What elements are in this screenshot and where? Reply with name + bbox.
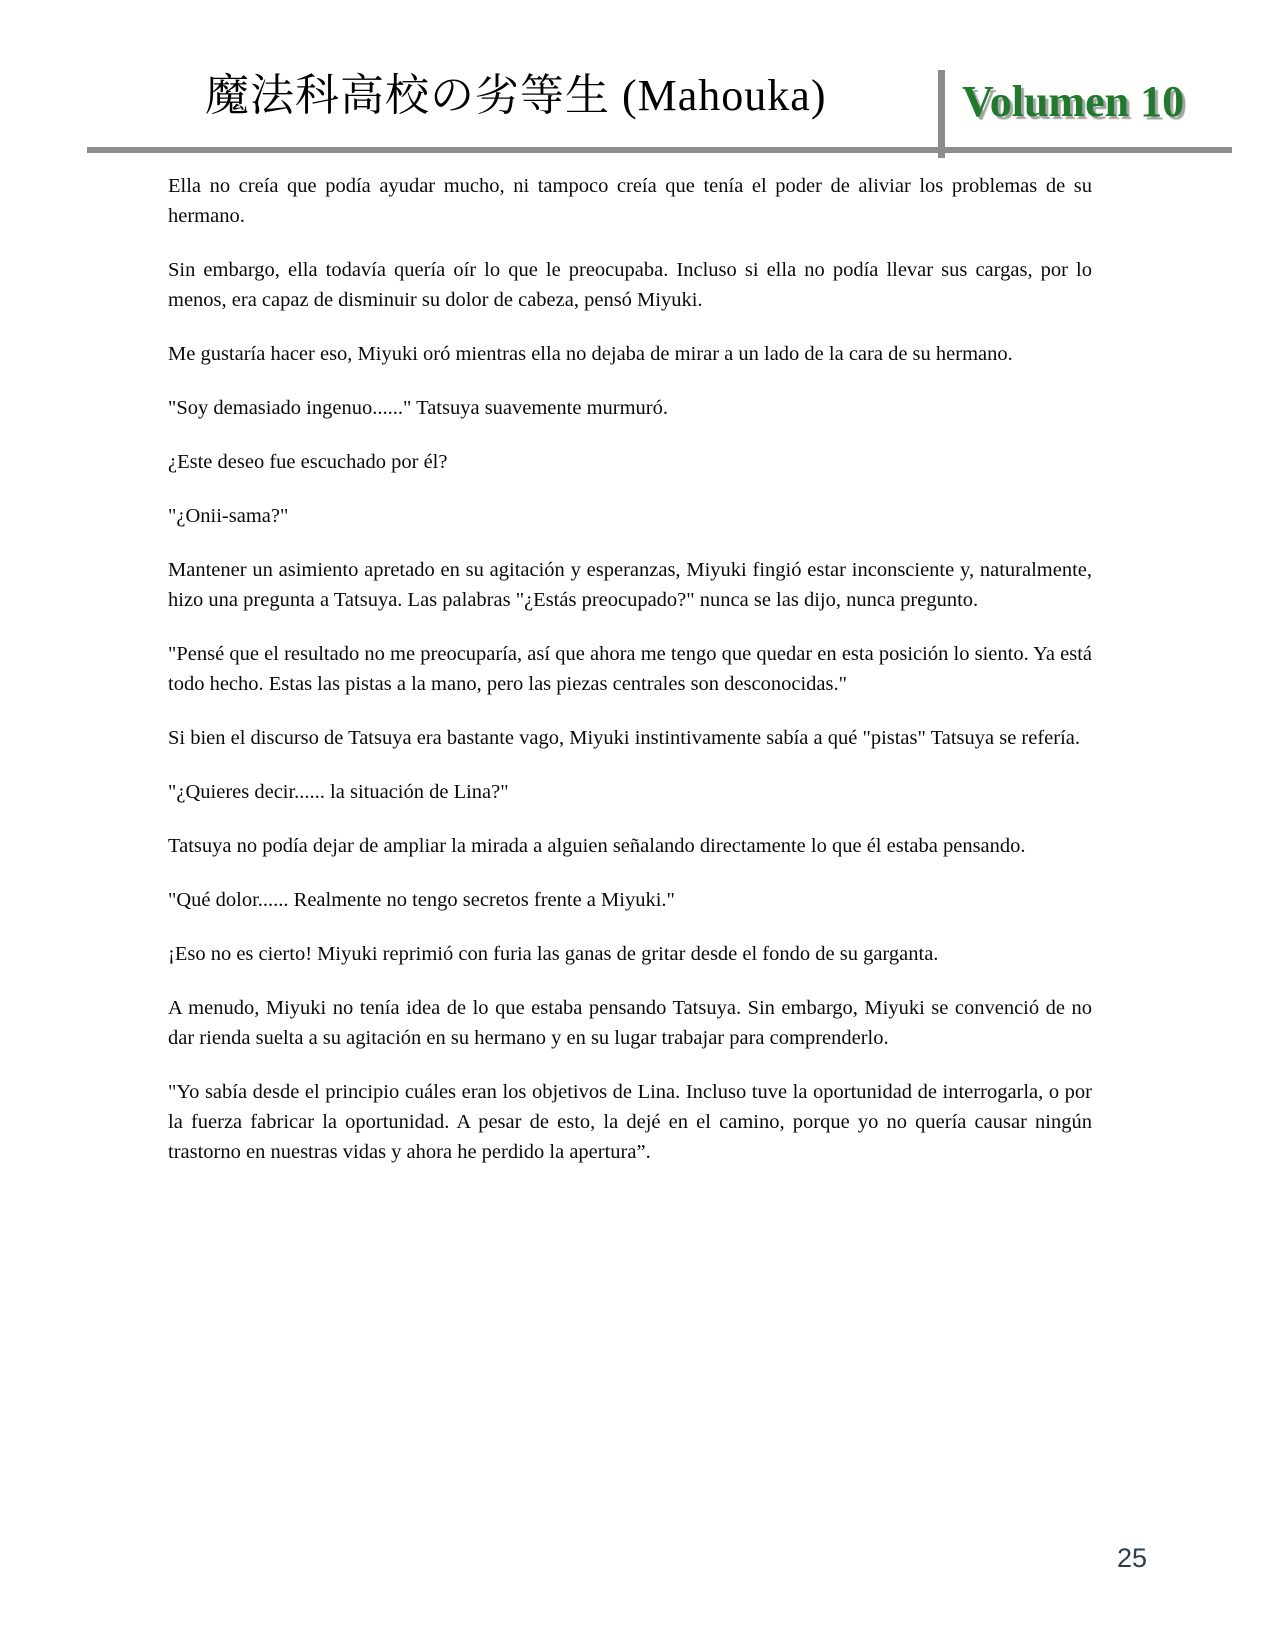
paragraph: "Soy demasiado ingenuo......" Tatsuya suavemente murmuró.	[168, 397, 668, 419]
volume-label: Volumen 10	[962, 77, 1185, 126]
paragraph: Me gustaría hacer eso, Miyuki oró mientras ella no dejaba de mirar a un lado de la cara de su hermano.	[168, 343, 1013, 365]
paragraph: A menudo, Miyuki no tenía idea de lo que estaba pensando Tatsuya. Sin embargo, Miyuki se convenció de no dar rienda suelta a su agitación en su hermano y en su lugar trabajar para comprenderlo.	[168, 997, 1092, 1049]
paragraph: "¿Onii-sama?"	[168, 505, 289, 527]
paragraph: ¿Este deseo fue escuchado por él?	[168, 451, 448, 473]
paragraph: "Qué dolor...... Realmente no tengo secretos frente a Miyuki."	[168, 889, 675, 911]
header-divider-bar	[938, 70, 945, 158]
paragraph: "Pensé que el resultado no me preocuparía, así que ahora me tengo que quedar en esta posición lo siento. Ya está todo hecho. Estas las pistas a la mano, pero las piezas centrales son desconocidas."	[168, 643, 1092, 695]
paragraph: Tatsuya no podía dejar de ampliar la mirada a alguien señalando directamente lo que él estaba pensando.	[168, 835, 1026, 857]
paragraph: Mantener un asimiento apretado en su agitación y esperanzas, Miyuki fingió estar inconsciente y, naturalmente, hizo una pregunta a Tatsuya. Las palabras "¿Estás preocupado?" nunca se las dijo, nunca pregunto.	[168, 559, 1092, 611]
paragraph: "¿Quieres decir...... la situación de Lina?"	[168, 781, 509, 803]
document-title: 魔法科高校の劣等生 (Mahouka)	[205, 71, 827, 120]
paragraph: "Yo sabía desde el principio cuáles eran los objetivos de Lina. Incluso tuve la oportunidad de interrogarla, o por la fuerza fabricar la oportunidad. A pesar de esto, la dejé en el camino, porque yo no quería causar ningún trastorno en nuestras vidas y ahora he perdido la apertura”.	[168, 1081, 1092, 1163]
paragraph: Si bien el discurso de Tatsuya era bastante vago, Miyuki instintivamente sabía a qué "pistas" Tatsuya se refería.	[168, 727, 1081, 749]
header-rule	[87, 147, 1232, 153]
paragraph: Sin embargo, ella todavía quería oír lo que le preocupaba. Incluso si ella no podía llevar sus cargas, por lo menos, era capaz de disminuir su dolor de cabeza, pensó Miyuki.	[168, 259, 1092, 311]
paragraph: ¡Eso no es cierto! Miyuki reprimió con furia las ganas de gritar desde el fondo de su garganta.	[168, 943, 939, 965]
page-number: 25	[1117, 1543, 1148, 1573]
paragraph: Ella no creía que podía ayudar mucho, ni tampoco creía que tenía el poder de aliviar los problemas de su hermano.	[168, 175, 1092, 227]
body-text	[168, 171, 1092, 1191]
